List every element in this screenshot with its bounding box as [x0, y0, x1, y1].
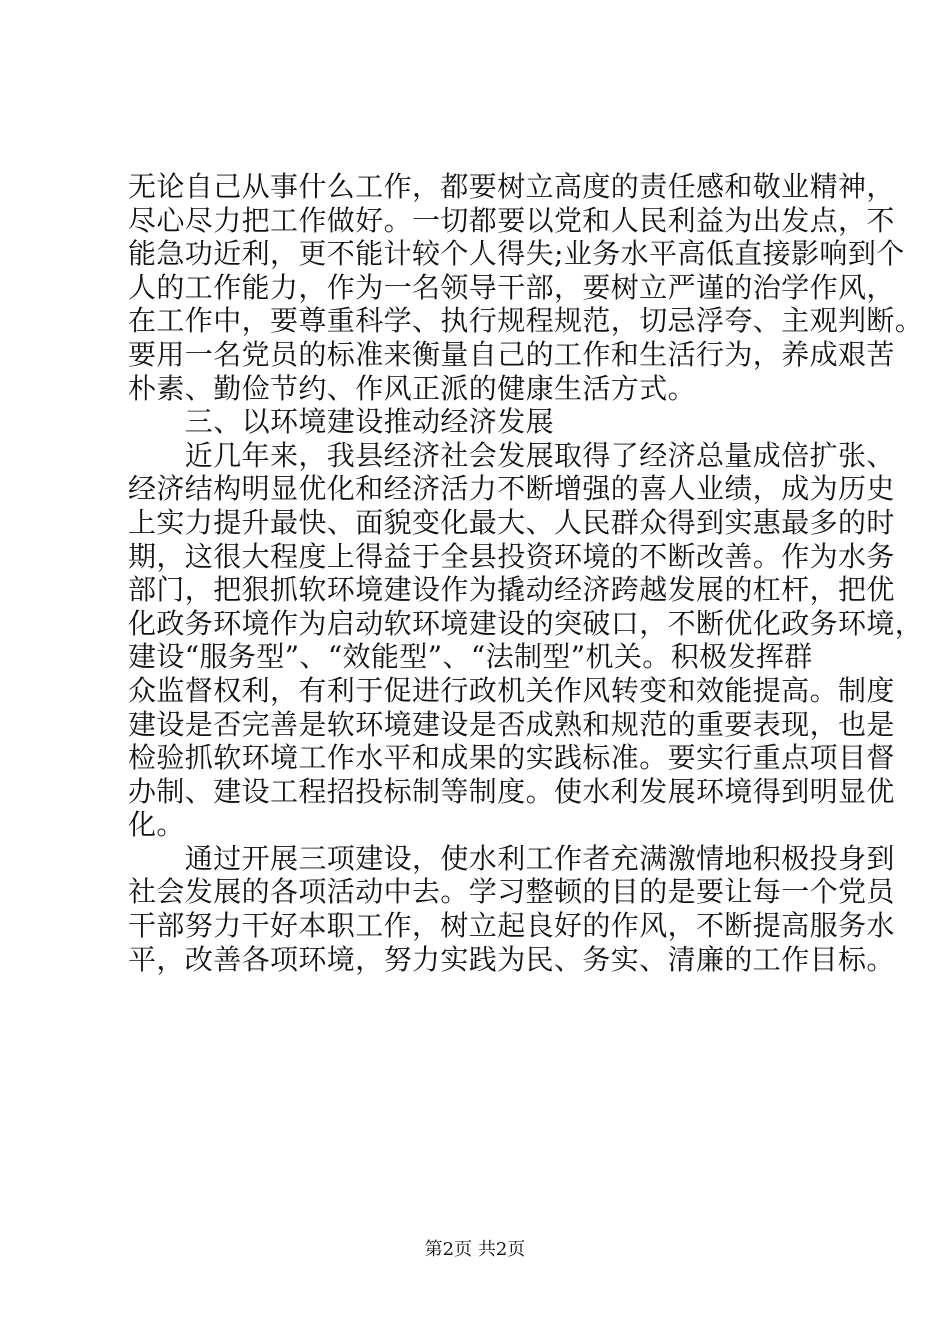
text-line: 尽心尽力把工作做好。一切都要以党和人民利益为出发点，不 [128, 203, 895, 237]
page-number-footer: 第2页 共2页 [424, 1239, 526, 1260]
text-line: 能急功近利，更不能计较个人得失;业务水平高低直接影响到个 [128, 237, 905, 271]
text-line: 通过开展三项建设，使水利工作者充满激情地积极投身到 [128, 841, 895, 875]
text-line: 检验抓软环境工作水平和成果的实践标准。要实行重点项目督 [128, 741, 895, 775]
text-line: 在工作中，要尊重科学、执行规程规范，切忌浮夸、主观判断。 [128, 304, 924, 338]
text-line: 平，改善各项环境，努力实践为民、务实、清廉的工作目标。 [128, 942, 895, 976]
text-line: 近几年来，我县经济社会发展取得了经济总量成倍扩张、 [128, 438, 895, 472]
text-line: 无论自己从事什么工作，都要树立高度的责任感和敬业精神， [128, 170, 895, 203]
text-line: 经济结构明显优化和经济活力不断增强的喜人业绩，成为历史 [128, 472, 895, 506]
text-line: 建设“服务型”、“效能型”、“法制型”机关。积极发挥群 [128, 640, 813, 674]
text-line: 化政务环境作为启动软环境建设的突破口，不断优化政务环境， [128, 606, 924, 640]
text-line: 上实力提升最快、面貌变化最大、人民群众得到实惠最多的时 [128, 505, 895, 539]
text-line: 朴素、勤俭节约、作风正派的健康生活方式。 [128, 371, 697, 405]
text-line: 人的工作能力，作为一名领导干部，要树立严谨的治学作风， [128, 270, 895, 304]
text-line: 办制、建设工程招投标制等制度。使水利发展环境得到明显优 [128, 774, 895, 808]
text-line: 部门，把狠抓软环境建设作为撬动经济跨越发展的杠杆，把优 [128, 573, 895, 607]
text-line: 要用一名党员的标准来衡量自己的工作和生活行为，养成艰苦 [128, 337, 895, 371]
text-line: 期，这很大程度上得益于全县投资环境的不断改善。作为水务 [128, 539, 895, 573]
section-heading: 三、以环境建设推动经济发展 [128, 405, 555, 439]
document-body [128, 170, 924, 976]
text-line: 化。 [128, 808, 185, 842]
text-line: 建设是否完善是软环境建设是否成熟和规范的重要表现，也是 [128, 707, 895, 741]
text-line: 干部努力干好本职工作，树立起良好的作风，不断提高服务水 [128, 909, 895, 943]
text-line: 社会发展的各项活动中去。学习整顿的目的是要让每一个党员 [128, 875, 895, 909]
text-line: 众监督权利，有利于促进行政机关作风转变和效能提高。制度 [128, 673, 895, 707]
